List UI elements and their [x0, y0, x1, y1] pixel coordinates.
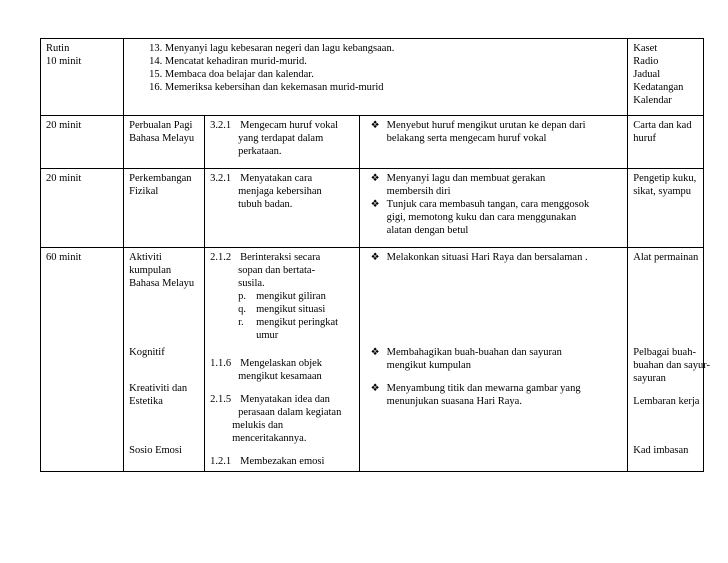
- objective-text: Mengelaskan objek: [240, 358, 323, 369]
- bullet-text: Melakonkan situasi Hari Raya dan bersalaman .: [386, 252, 588, 263]
- objective-text: sopan dan bertata-: [238, 265, 316, 276]
- objective-code: 3.2.1: [210, 173, 232, 184]
- objective-text: susila.: [238, 278, 265, 289]
- bullet-text: Membahagikan buah-buahan dan sayuran: [386, 347, 562, 358]
- diamond-bullet-icon: ❖: [370, 347, 380, 358]
- objective-text: Berinteraksi secara: [240, 252, 321, 263]
- activity-item: 13. Menyanyi lagu kebesaran negeri dan lagu kebangsaan.: [149, 43, 395, 54]
- bullet-text: mengikut kumpulan: [386, 360, 471, 371]
- bullet-item: [371, 172, 623, 198]
- objective-code: 1.2.1: [210, 456, 232, 467]
- bullet-text: alatan dengan betul: [386, 225, 469, 236]
- objective-code: 2.1.2: [210, 252, 232, 263]
- row-aktiviti: [41, 248, 704, 472]
- objective-text: Membezakan emosi: [240, 456, 325, 467]
- bullet-text: membersih diri: [386, 186, 451, 197]
- material-item: Pelbagai buah-: [633, 347, 696, 358]
- row-routine: [41, 39, 704, 116]
- objective-text: menceritakannya.: [232, 433, 307, 444]
- row-perbualan: [41, 116, 704, 169]
- component-label: kumpulan: [129, 265, 172, 276]
- activity-cell: [359, 116, 628, 169]
- material-item: Alat permainan: [633, 252, 699, 263]
- sub-letter: q.: [238, 304, 246, 315]
- diamond-bullet-icon: ❖: [370, 252, 380, 263]
- material-item: sayuran: [633, 373, 666, 384]
- routine-activities-cell: [124, 39, 628, 116]
- objective-text: tubuh badan.: [238, 199, 293, 210]
- diamond-bullet-icon: ❖: [370, 383, 380, 394]
- objective-text: perasaan dalam kegiatan: [238, 407, 342, 418]
- component-label: Estetika: [129, 396, 163, 407]
- material-item: Radio: [633, 56, 659, 67]
- sub-text: mengikut giliran: [256, 291, 326, 302]
- activity-item: 16. Memeriksa kebersihan dan kekemasan murid-murid: [149, 82, 384, 93]
- objective-cell: [205, 169, 360, 248]
- objective-cell: [205, 248, 360, 472]
- activity-cell: [359, 169, 628, 248]
- time-cell: [41, 116, 124, 169]
- activity-item: 14. Mencatat kehadiran murid-murid.: [149, 56, 307, 67]
- bullet-item: [371, 119, 623, 145]
- lesson-plan-table: [40, 38, 711, 472]
- diamond-bullet-icon: ❖: [370, 173, 380, 184]
- objective-text: mengikut kesamaan: [238, 371, 322, 382]
- component-label: Bahasa Melayu: [129, 278, 195, 289]
- time-duration: 60 minit: [46, 252, 82, 263]
- objective-text: melukis dan: [232, 420, 284, 431]
- objective-code: 1.1.6: [210, 358, 232, 369]
- activity-item: 15. Membaca doa belajar dan kalendar.: [149, 69, 314, 80]
- material-item: Kad imbasan: [633, 445, 689, 456]
- bullet-text: menunjukan suasana Hari Raya.: [386, 396, 522, 407]
- time-duration: 20 minit: [46, 120, 82, 131]
- material-item: buahan dan sayur-: [633, 360, 711, 371]
- materials-cell: [628, 169, 704, 248]
- objective-code: 3.2.1: [210, 120, 232, 131]
- time-cell: [41, 39, 124, 116]
- bullet-text: Tunjuk cara membasuh tangan, cara menggosok: [386, 199, 590, 210]
- component-label: Kreativiti dan: [129, 383, 188, 394]
- objective-text: perkataan.: [238, 146, 282, 157]
- time-duration: 10 minit: [46, 56, 82, 67]
- component-label: Fizikal: [129, 186, 159, 197]
- materials-cell: [628, 116, 704, 169]
- sub-item: [210, 303, 354, 316]
- sub-letter: r.: [238, 317, 244, 328]
- sub-text: mengikut peringkat: [256, 317, 339, 328]
- time-duration: 20 minit: [46, 173, 82, 184]
- objective-code: 2.1.5: [210, 394, 232, 405]
- objective-text: Mengecam huruf vokal: [240, 120, 339, 131]
- sub-letter: p.: [238, 291, 246, 302]
- material-item: Kaset: [633, 43, 658, 54]
- sub-text: mengikut situasi: [256, 304, 326, 315]
- objective-text: menjaga kebersihan: [238, 186, 322, 197]
- bullet-text: Menyebut huruf mengikut urutan ke depan dari: [386, 120, 586, 131]
- bullet-item: [371, 382, 623, 408]
- time-cell: [41, 248, 124, 472]
- sub-item: [210, 290, 354, 303]
- bullet-text: gigi, memotong kuku dan cara menggunakan: [386, 212, 577, 223]
- time-cell: [41, 169, 124, 248]
- component-label: Aktiviti: [129, 252, 162, 263]
- component-cell: [124, 248, 205, 472]
- row-fizikal: [41, 169, 704, 248]
- objective-cell: [205, 116, 360, 169]
- time-label: Rutin: [46, 43, 70, 54]
- objective-text: yang terdapat dalam: [238, 133, 324, 144]
- bullet-text: belakang serta mengecam huruf vokal: [386, 133, 547, 144]
- component-label: Sosio Emosi: [129, 445, 182, 456]
- sub-item: [210, 316, 354, 329]
- material-item: Carta dan kad: [633, 120, 692, 131]
- material-item: huruf: [633, 133, 657, 144]
- material-item: Kalendar: [633, 95, 672, 106]
- diamond-bullet-icon: ❖: [370, 120, 380, 131]
- bullet-text: Menyambung titik dan mewarna gambar yang: [386, 383, 581, 394]
- component-label: Perbualan Pagi: [129, 120, 193, 131]
- material-item: Kedatangan: [633, 82, 684, 93]
- component-label: Perkembangan: [129, 173, 192, 184]
- bullet-text: Menyanyi lagu dan membuat gerakan: [386, 173, 546, 184]
- material-item: Lembaran kerja: [633, 396, 700, 407]
- material-item: sikat, syampu: [633, 186, 692, 197]
- material-item: Pengetip kuku,: [633, 173, 697, 184]
- activity-cell: [359, 248, 628, 472]
- component-label: Bahasa Melayu: [129, 133, 195, 144]
- materials-cell: [628, 248, 711, 472]
- sub-text: umur: [256, 330, 279, 341]
- component-cell: [124, 116, 205, 169]
- component-label: Kognitif: [129, 347, 165, 358]
- objective-text: Menyatakan idea dan: [240, 394, 330, 405]
- material-item: Jadual: [633, 69, 661, 80]
- materials-cell: [628, 39, 704, 116]
- component-cell: [124, 169, 205, 248]
- bullet-item: [371, 251, 623, 264]
- diamond-bullet-icon: ❖: [370, 199, 380, 210]
- bullet-item: [371, 198, 623, 237]
- objective-text: Menyatakan cara: [240, 173, 313, 184]
- bullet-item: [371, 346, 623, 372]
